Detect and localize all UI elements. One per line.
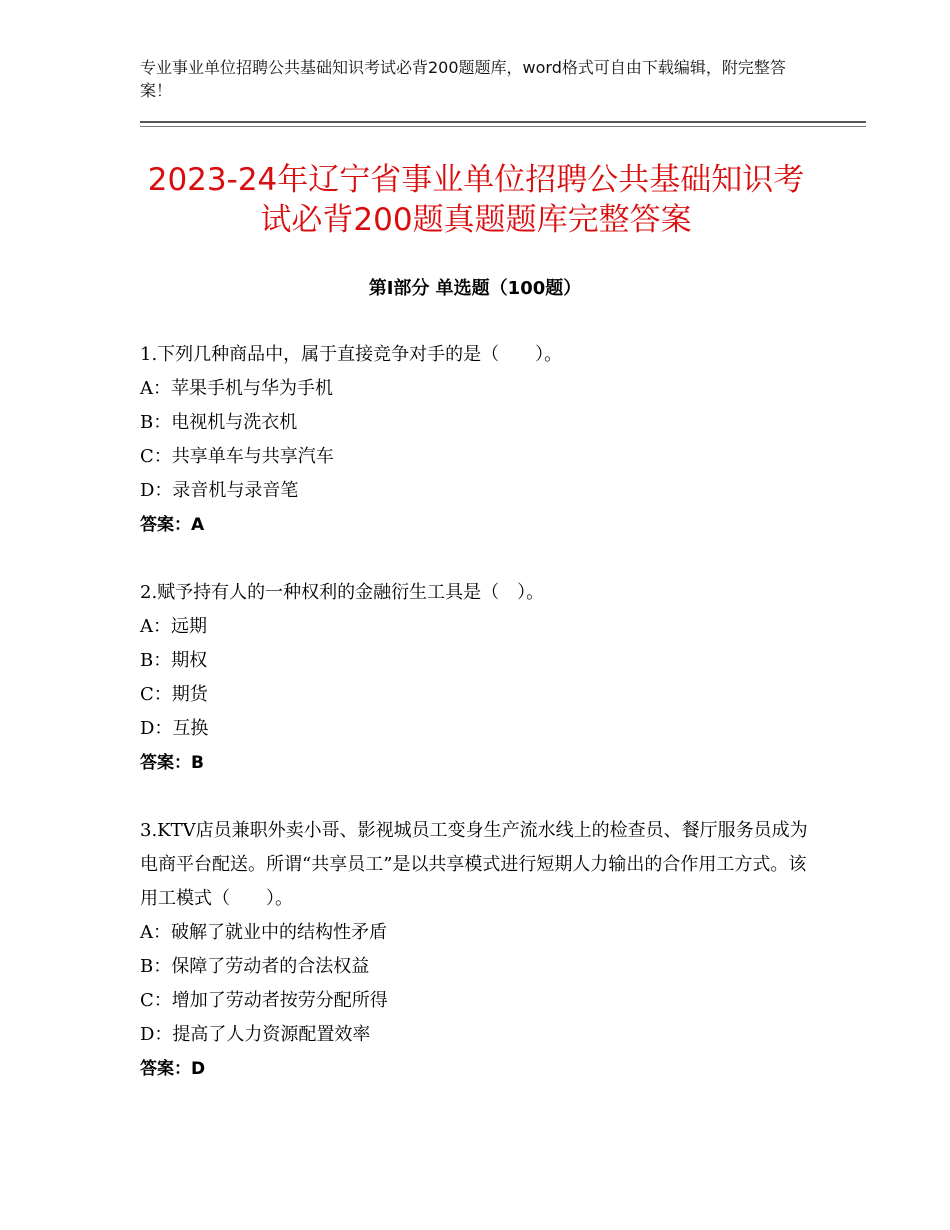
- option-a: A：远期: [140, 616, 207, 637]
- answer-line: 答案：A: [140, 515, 205, 535]
- question-1: [140, 338, 812, 542]
- option-c: C：增加了劳动者按劳分配所得: [140, 990, 388, 1011]
- option-d: D：录音机与录音笔: [140, 480, 299, 501]
- answer-line: 答案：D: [140, 1059, 206, 1079]
- question-3: [140, 814, 812, 1086]
- option-b: B：保障了劳动者的合法权益: [140, 956, 370, 977]
- option-a: A：苹果手机与华为手机: [140, 378, 333, 399]
- option-a: A：破解了就业中的结构性矛盾: [140, 922, 387, 943]
- header-note: 专业事业单位招聘公共基础知识考试必背200题题库，word格式可自由下载编辑，附完整答案！: [140, 58, 786, 100]
- option-d: D：提高了人力资源配置效率: [140, 1024, 371, 1045]
- header-divider-thick: [140, 121, 866, 123]
- question-stem: 2.赋予持有人的一种权利的金融衍生工具是（ ）。: [140, 582, 545, 603]
- option-b: B：电视机与洗衣机: [140, 412, 298, 433]
- question-list: [140, 338, 812, 1120]
- question-stem: 1.下列几种商品中，属于直接竞争对手的是（ ）。: [140, 344, 563, 365]
- header-divider-thin: [140, 126, 866, 127]
- option-c: C：期货: [140, 684, 208, 705]
- option-d: D：互换: [140, 718, 209, 739]
- question-2: [140, 576, 812, 780]
- document-title: 2023-24年辽宁省事业单位招聘公共基础知识考试必背200题真题题库完整答案: [147, 162, 805, 238]
- section-heading: 第Ⅰ部分 单选题（100题）: [368, 278, 582, 299]
- answer-line: 答案：B: [140, 753, 204, 773]
- option-b: B：期权: [140, 650, 208, 671]
- option-c: C：共享单车与共享汽车: [140, 446, 334, 467]
- question-stem: 3.KTV店员兼职外卖小哥、影视城员工变身生产流水线上的检查员、餐厅服务员成为电商平台配送。所谓“共享员工”是以共享模式进行短期人力输出的合作用工方式。该用工模式（ ）。: [140, 820, 808, 909]
